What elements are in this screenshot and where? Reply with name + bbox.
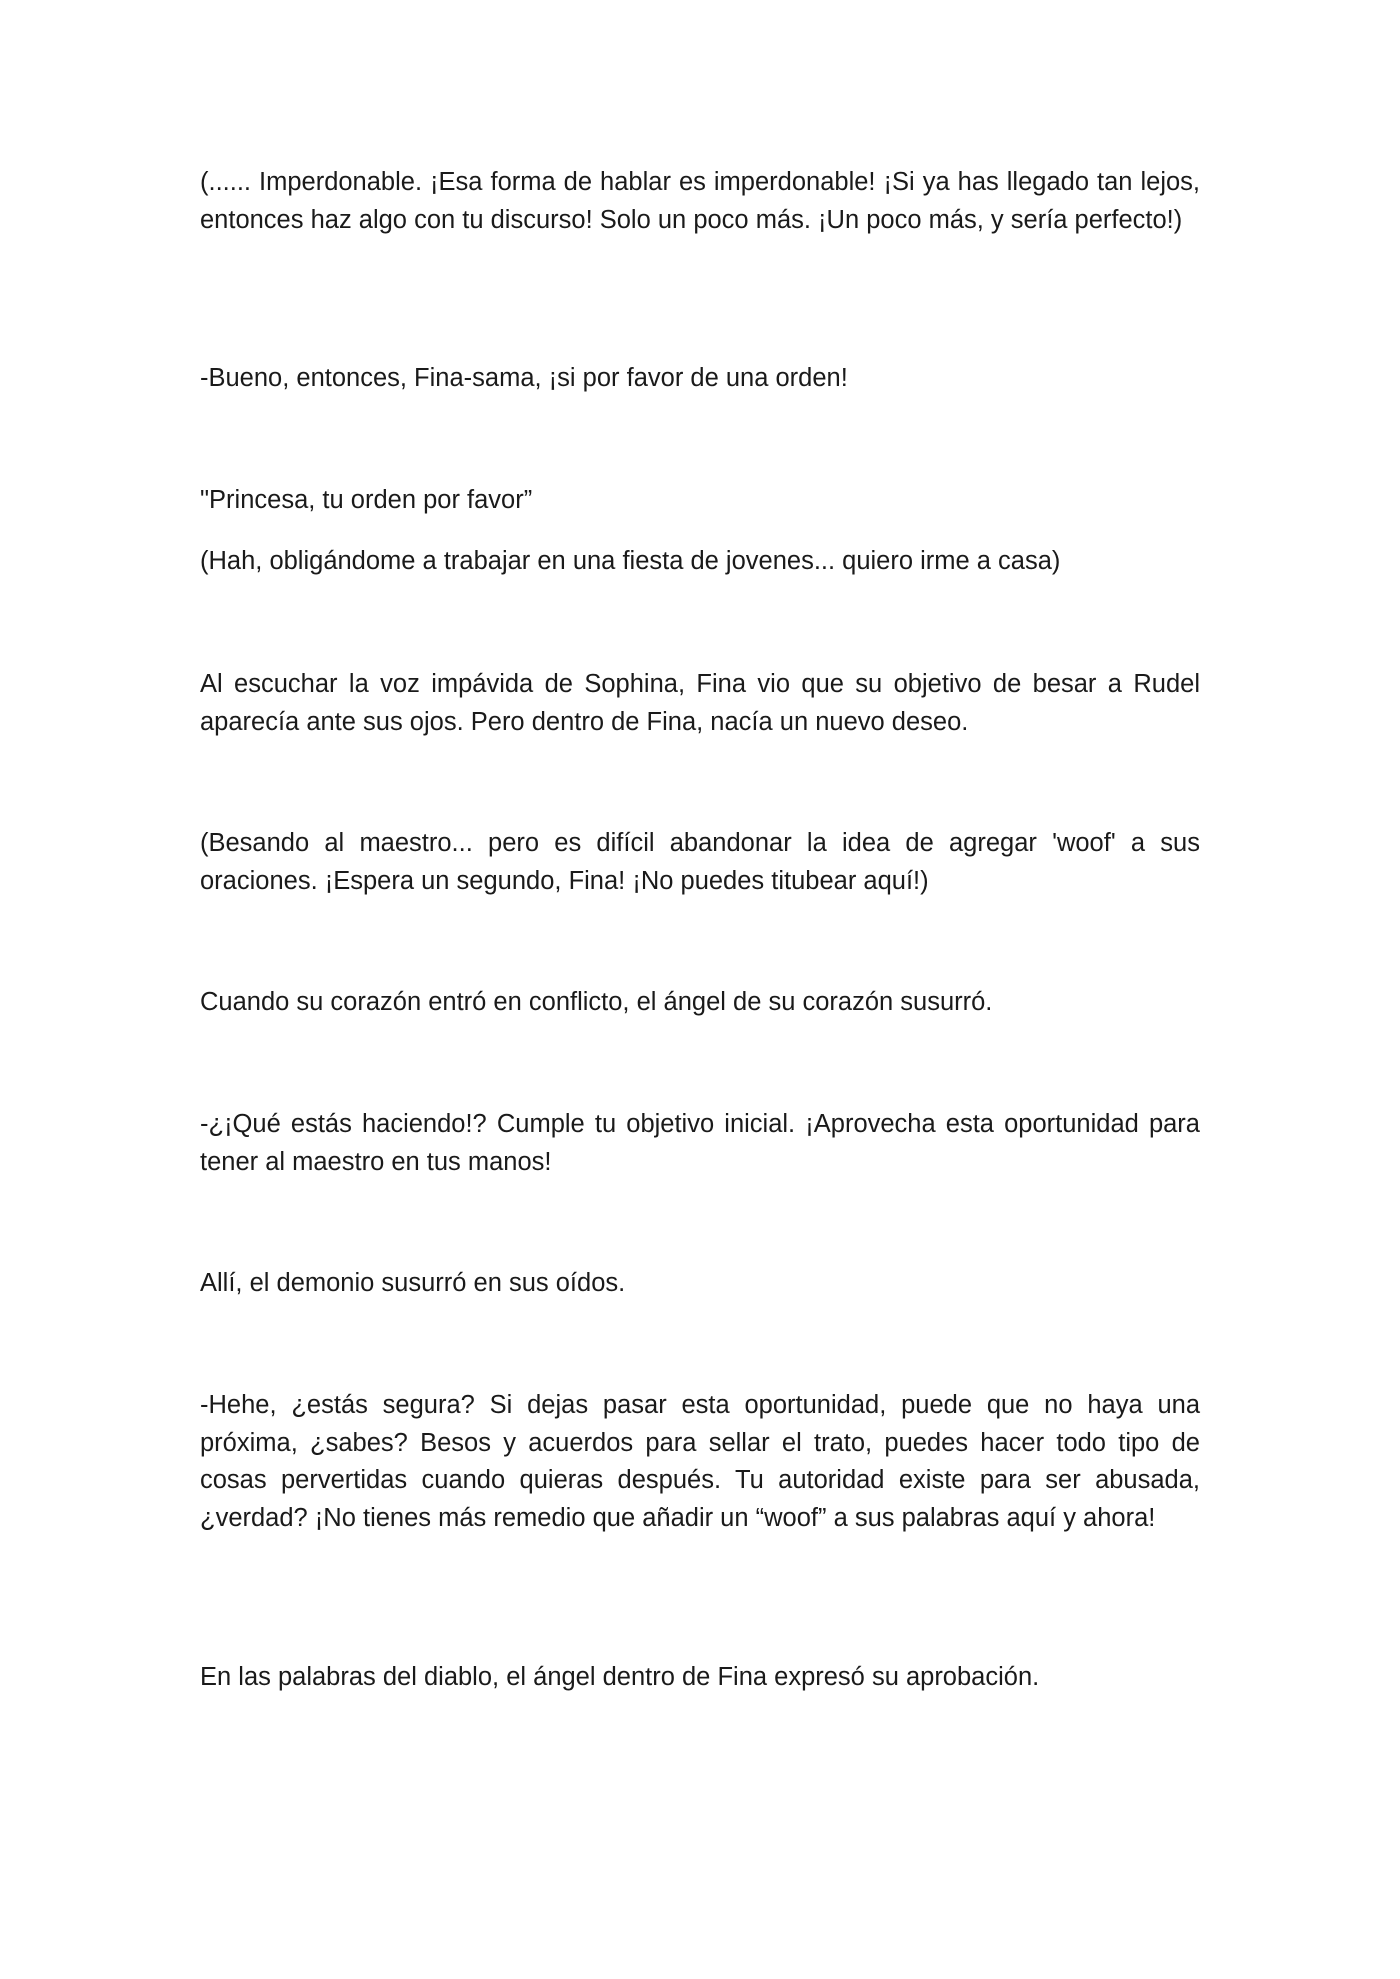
paragraph-1: (...... Imperdonable. ¡Esa forma de hablar es imperdonable! ¡Si ya has llegado tan lejos, entonces haz algo con tu discurso! Solo un poco más. ¡Un poco más, y sería perfecto!) (200, 168, 1200, 234)
paragraph-3: "Princesa, tu orden por favor” (200, 486, 533, 514)
paragraph-8: -¿¡Qué estás haciendo!? Cumple tu objetivo inicial. ¡Aprovecha esta oportunidad para tener al maestro en tus manos! (200, 1110, 1200, 1176)
paragraph-9: Allí, el demonio susurró en sus oídos. (200, 1269, 626, 1297)
paragraph-2: -Bueno, entonces, Fina-sama, ¡si por favor de una orden! (200, 364, 848, 392)
paragraph-5: Al escuchar la voz impávida de Sophina, Fina vio que su objetivo de besar a Rudel aparecía ante sus ojos. Pero dentro de Fina, nacía un nuevo deseo. (200, 670, 1200, 736)
paragraph-7: Cuando su corazón entró en conflicto, el ángel de su corazón susurró. (200, 988, 993, 1016)
paragraph-4: (Hah, obligándome a trabajar en una fiesta de jovenes... quiero irme a casa) (200, 547, 1061, 575)
paragraph-6: (Besando al maestro... pero es difícil abandonar la idea de agregar 'woof' a sus oraciones. ¡Espera un segundo, Fina! ¡No puedes titubear aquí!) (200, 829, 1200, 895)
paragraph-11: En las palabras del diablo, el ángel dentro de Fina expresó su aprobación. (200, 1663, 1040, 1691)
paragraph-10: -Hehe, ¿estás segura? Si dejas pasar esta oportunidad, puede que no haya una próxima, ¿sabes? Besos y acuerdos para sellar el trato, puedes hacer todo tipo de cosas pervertidas cuando quieras después. Tu autoridad existe para ser abusada, ¿verdad? ¡No tienes más remedio que añadir un “woof” a sus palabras aquí y ahora! (200, 1391, 1200, 1532)
